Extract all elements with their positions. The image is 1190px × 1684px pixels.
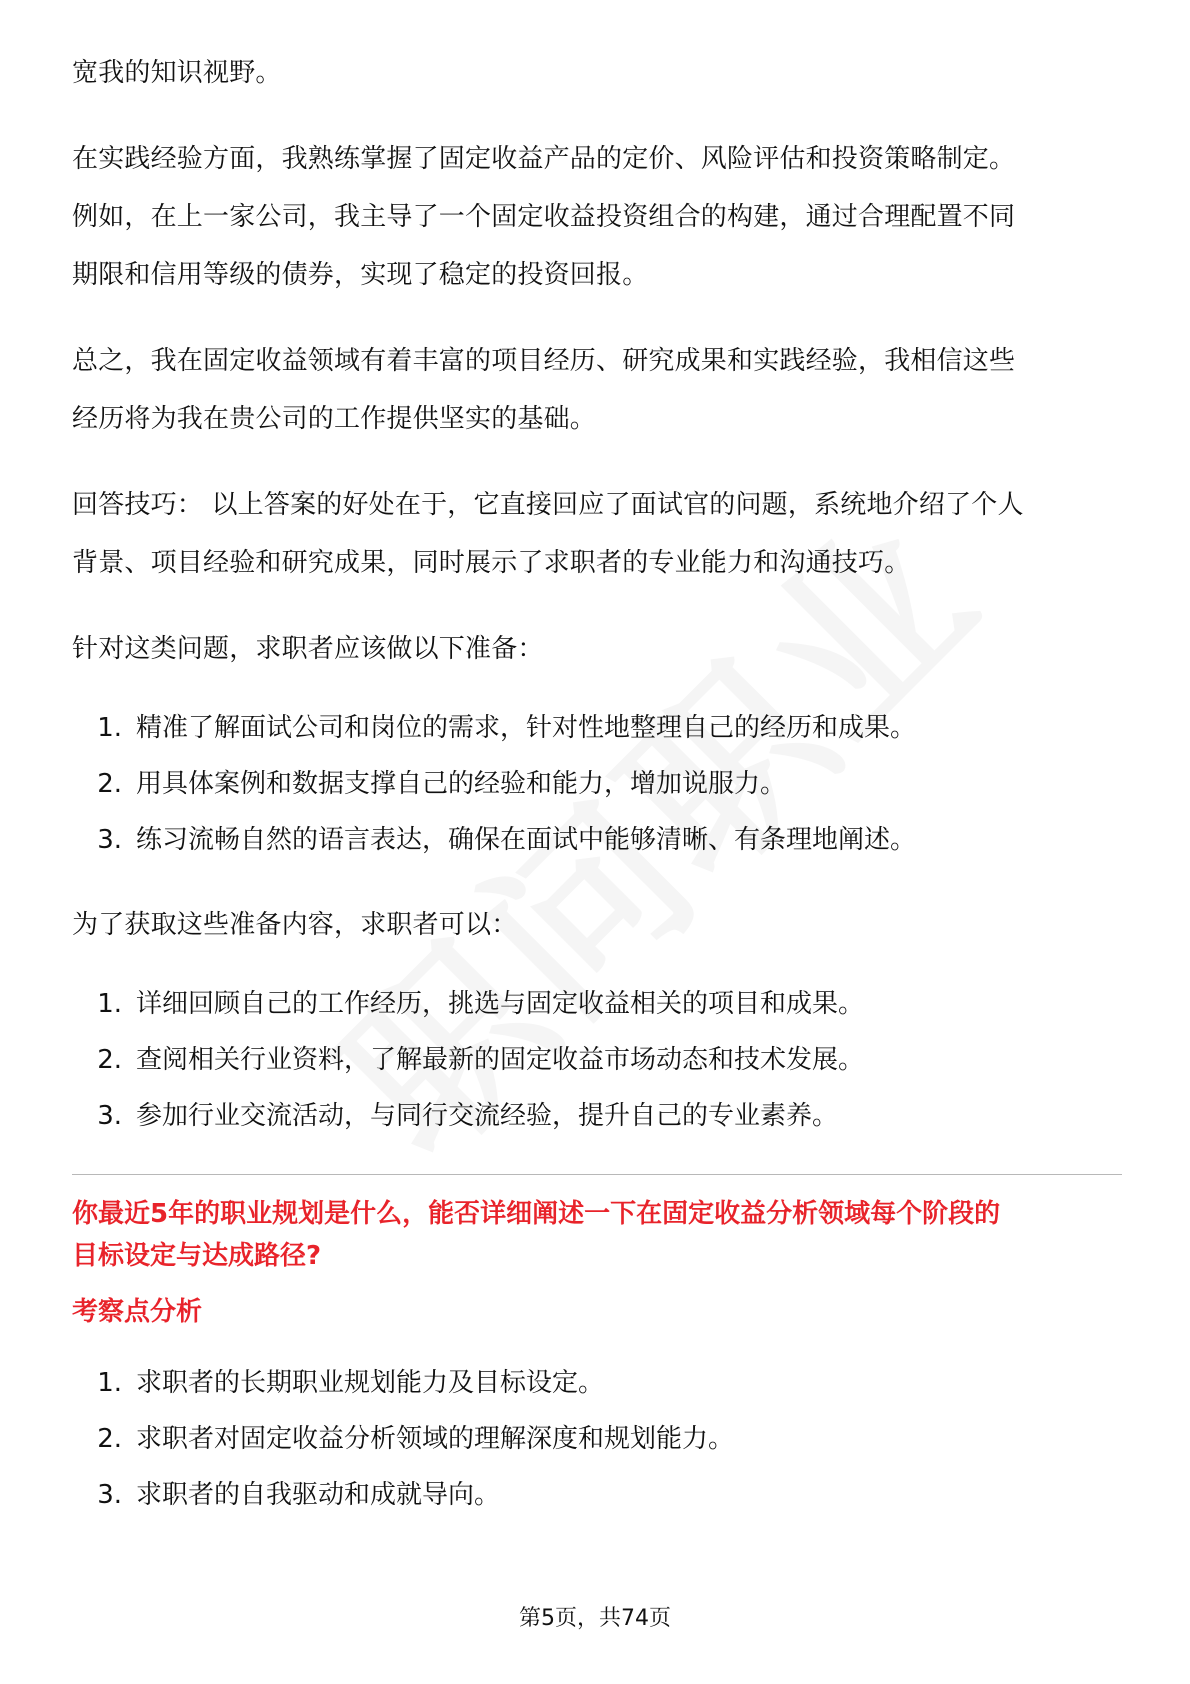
- prep-intro: 针对这类问题，求职者应该做以下准备：: [72, 634, 544, 664]
- obtain-list: [72, 976, 1122, 1144]
- list-text: 求职者对固定收益分析领域的理解深度和规划能力。: [136, 1424, 735, 1454]
- list-text: 精准了解面试公司和岗位的需求，针对性地整理自己的经历和成果。: [136, 713, 917, 743]
- text-line: 总之，我在固定收益领域有着丰富的项目经历、研究成果和实践经验，我相信这些: [72, 346, 1016, 376]
- page-number-footer: 第5页，共74页: [519, 1606, 671, 1631]
- practice-paragraph: [72, 130, 1122, 304]
- list-number: 3.: [97, 1101, 122, 1131]
- list-text: 求职者的长期职业规划能力及目标设定。: [136, 1368, 605, 1398]
- question-title-line: 你最近5年的职业规划是什么，能否详细阐述一下在固定收益分析领域每个阶段的: [72, 1199, 1001, 1229]
- list-text: 查阅相关行业资料，了解最新的固定收益市场动态和技术发展。: [136, 1045, 865, 1075]
- list-item: [72, 1411, 1122, 1467]
- question-title-line: 目标设定与达成路径?: [72, 1241, 322, 1271]
- document-page: [72, 44, 1122, 1523]
- list-text: 用具体案例和数据支撑自己的经验和能力，增加说服力。: [136, 769, 787, 799]
- obtain-intro: 为了获取这些准备内容，求职者可以：: [72, 910, 518, 940]
- list-number: 3.: [97, 825, 122, 855]
- list-number: 2.: [97, 1045, 122, 1075]
- list-item: [72, 1467, 1122, 1523]
- list-number: 3.: [97, 1480, 122, 1510]
- list-item: [72, 812, 1122, 868]
- section-divider: [72, 1174, 1122, 1175]
- list-item: [72, 1032, 1122, 1088]
- analysis-heading: 考察点分析: [72, 1297, 203, 1327]
- list-number: 2.: [97, 1424, 122, 1454]
- list-item: [72, 976, 1122, 1032]
- text-line: 回答技巧： 以上答案的好处在于，它直接回应了面试官的问题，系统地介绍了个人: [72, 490, 1024, 520]
- text-line: 例如，在上一家公司，我主导了一个固定收益投资组合的构建，通过合理配置不同: [72, 202, 1016, 232]
- list-item: [72, 1088, 1122, 1144]
- summary-paragraph: [72, 332, 1122, 448]
- text-line: 在实践经验方面，我熟练掌握了固定收益产品的定价、风险评估和投资策略制定。: [72, 144, 1016, 174]
- list-text: 求职者的自我驱动和成就导向。: [136, 1480, 501, 1510]
- list-text: 参加行业交流活动，与同行交流经验，提升自己的专业素养。: [136, 1101, 839, 1131]
- list-number: 2.: [97, 769, 122, 799]
- text-line: 经历将为我在贵公司的工作提供坚实的基础。: [72, 404, 597, 434]
- tips-paragraph: [72, 476, 1122, 592]
- question-heading: [72, 1193, 1122, 1277]
- text-line: 期限和信用等级的债券，实现了稳定的投资回报。: [72, 260, 649, 290]
- list-number: 1.: [97, 713, 122, 743]
- analysis-list: [72, 1355, 1122, 1523]
- prep-list: [72, 700, 1122, 868]
- list-number: 1.: [97, 989, 122, 1019]
- list-text: 练习流畅自然的语言表达，确保在面试中能够清晰、有条理地阐述。: [136, 825, 917, 855]
- list-number: 1.: [97, 1368, 122, 1398]
- text-line: 背景、项目经验和研究成果，同时展示了求职者的专业能力和沟通技巧。: [72, 548, 911, 578]
- paragraph-continuation: 宽我的知识视野。: [72, 58, 282, 88]
- list-text: 详细回顾自己的工作经历，挑选与固定收益相关的项目和成果。: [136, 989, 865, 1019]
- list-item: [72, 756, 1122, 812]
- list-item: [72, 1355, 1122, 1411]
- list-item: [72, 700, 1122, 756]
